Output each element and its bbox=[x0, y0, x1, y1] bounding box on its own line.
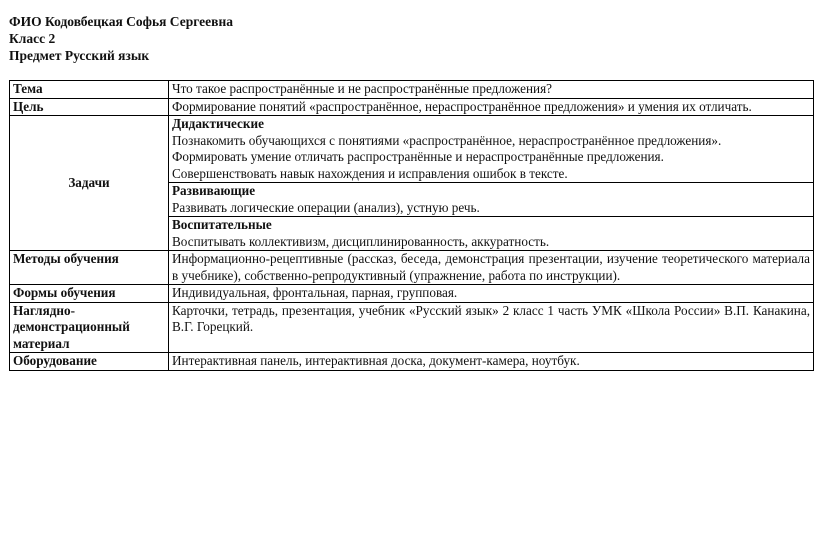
educational-line: Воспитывать коллективизм, дисциплинированность, аккуратность. bbox=[172, 233, 550, 249]
forms-label: Формы обучения bbox=[10, 285, 169, 303]
educational-title: Воспитательные bbox=[172, 217, 272, 232]
methods-value: Информационно-рецептивные (рассказ, беседа, демонстрация презентации, изучение теоретического материала в учебнике), собственно-репродуктивный (упражнение, работа по инструкции). bbox=[169, 251, 814, 285]
topic-value: Что такое распространённые и не распространённые предложения? bbox=[169, 81, 814, 99]
tasks-didactic bbox=[169, 116, 814, 183]
goal-value: Формирование понятий «распространённое, нераспространённое предложения» и умения их отличать. bbox=[169, 98, 814, 116]
table-row-materials bbox=[10, 302, 814, 353]
equipment-label: Оборудование bbox=[10, 353, 169, 371]
table-row-tasks-didactic bbox=[10, 116, 814, 183]
table-row-forms bbox=[10, 285, 814, 303]
equipment-value: Интерактивная панель, интерактивная доска, документ-камера, ноутбук. bbox=[169, 353, 814, 371]
table-row-goal bbox=[10, 98, 814, 116]
lesson-plan-table bbox=[9, 80, 814, 371]
developing-line: Развивать логические операции (анализ), устную речь. bbox=[172, 199, 480, 215]
didactic-title: Дидактические bbox=[172, 116, 264, 131]
topic-label: Тема bbox=[10, 81, 169, 99]
goal-label: Цель bbox=[10, 98, 169, 116]
didactic-line: Совершенствовать навык нахождения и исправления ошибок в тексте. bbox=[172, 165, 568, 181]
table-row-equipment bbox=[10, 353, 814, 371]
subject-line: Предмет Русский язык bbox=[9, 48, 150, 63]
class-line: Класс 2 bbox=[9, 31, 56, 46]
teacher-name: ФИО Кодовбецкая Софья Сергеевна bbox=[9, 14, 233, 29]
didactic-line: Формировать умение отличать распространённые и нераспространённые предложения. bbox=[172, 149, 664, 164]
table-row-methods bbox=[10, 251, 814, 285]
table-row-topic bbox=[10, 81, 814, 99]
tasks-label: Задачи bbox=[10, 116, 169, 251]
document-header bbox=[9, 13, 233, 64]
methods-label: Методы обучения bbox=[10, 251, 169, 285]
materials-value: Карточки, тетрадь, презентация, учебник «Русский язык» 2 класс 1 часть УМК «Школа России» В.П. Канакина, В.Г. Горецкий. bbox=[169, 302, 814, 353]
materials-label: Наглядно-демонстрационный материал bbox=[10, 302, 169, 353]
developing-title: Развивающие bbox=[172, 183, 256, 198]
tasks-educational bbox=[169, 217, 814, 251]
tasks-developing bbox=[169, 183, 814, 217]
didactic-line: Познакомить обучающихся с понятиями «распространённое, нераспространённое предложения». bbox=[172, 132, 722, 148]
forms-value: Индивидуальная, фронтальная, парная, групповая. bbox=[169, 285, 814, 303]
